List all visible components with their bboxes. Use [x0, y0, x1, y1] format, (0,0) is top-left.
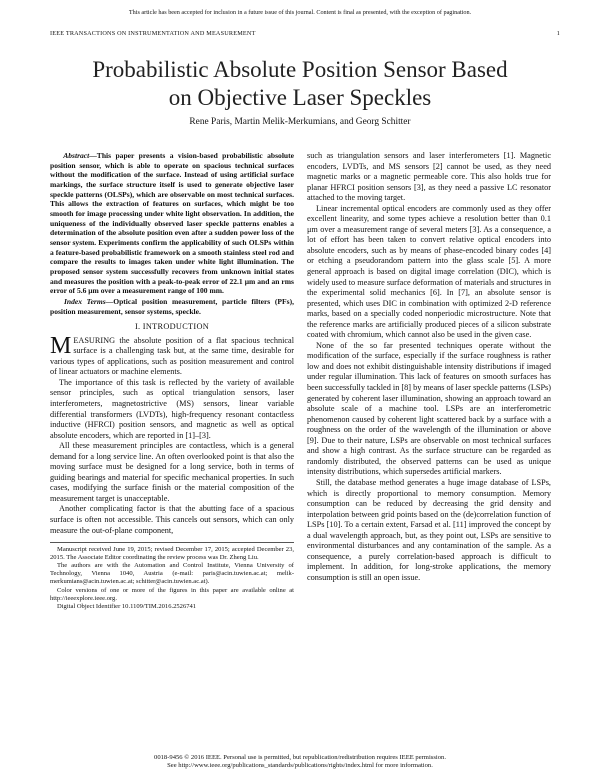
page-number: 1	[556, 30, 560, 37]
abstract-label: Abstract	[63, 151, 90, 160]
footnote-manuscript: Manuscript received June 19, 2015; revised December 17, 2015; accepted December 23, 2015. The Associate Editor coordinating the review process was Dr. Zheng Liu.	[50, 546, 294, 562]
body-paragraph-1: such as triangulation sensors and laser interferometers [1]. Magnetic encoders, LVDTs, and MS sensors [2] cannot be used, as they need magnetic marks or a magnetic permeable core. This also holds true for planar HFRCI position sensors [3], as they need a passive LC resonator attached to the moving target.	[307, 151, 551, 203]
running-head	[50, 30, 560, 37]
body-paragraph-3: None of the so far presented techniques operate without the modification of the surface, especially if the surface roughness is rather low and does not exhibit distinguishable intensity distributions if imaged under regular illumination. This lack of features on smooth surfaces has been successfully tackled in [8] by means of laser speckle patterns (LSPs) generated by coherent laser illumination, showing an approach toward an absolute scale of a machine tool. LSPs are an interferometric phenomenon caused by coherent light scattered back by a surface with a roughness on the order of the wavelength of the illumination or above [9]. Due to their nature, LSPs are observable on most technical surfaces and show a high contrast. As the surface structure can be regarded as randomly distributed, the observed patterns can be used as unique intensity distributions, which supersedes artificial markers.	[307, 340, 551, 477]
footnote-affiliation: The authors are with the Automation and Control Institute, Vienna University of Technology, Vienna 1040, Austria (e-mail: paris@acin.tuwien.ac.at; melik-merkumians@acin.tuwien.ac.at; schitter@acin.tuwien.ac.at).	[50, 562, 294, 586]
acceptance-notice: This article has been accepted for inclusion in a future issue of this journal. Content is final as presented, with the exception of pagination.	[128, 9, 472, 16]
copyright-notice	[0, 754, 600, 770]
index-terms-label: Index Terms	[63, 296, 106, 306]
body-paragraph-2: Linear incremental optical encoders are commonly used as they offer excellent linearity, and some types achieve a resolution better than 0.1 μm over a measurement range of several meters [3]. As a consequence, a lot of effort has been taken to convert relative optical encoders into absolute encoders, such as by means of phase-encoded binary codes [4] or etching a pseudorandom pattern into the glass scale [5]. A more general approach is based on digital image correlation (DIC), which is widely used to measure surface deformation of materials and structures in the experimental solid mechanics [6]. In [7], an absolute sensor is presented, which uses DIC in combination with optimized 2-D reference marks, based on a specially coded nonperiodic microstructure. Note that the reference marks are artificially produced pieces of a silicon substrate coated with chromium, which cannot also be used in the given case.	[307, 203, 551, 340]
footnotes	[50, 542, 294, 611]
intro-paragraph-1-text: EASURING the absolute position of a flat spacious technical surface is a challenging task but, at the same time, desirable for various types of applications, such as position measurement and control of linear actuators or machine elements.	[50, 335, 294, 377]
intro-paragraph-3: All these measurement principles are contactless, which is a general demand for a long service line. An often overlooked point is that also the moving surface must be designed for a long service, both in terms of guiding bearings and material for specific mechanical properties. In such cases, modifying the surface finish or the material composition of the measurement target is unacceptable.	[50, 441, 294, 503]
section-heading: I. INTRODUCTION	[134, 322, 210, 332]
footnote-doi: Digital Object Identifier 10.1109/TIM.2016.2526741	[57, 602, 197, 610]
left-column	[50, 151, 294, 611]
index-terms-text: Optical position measurement, particle filters (PFs), position measurement, sensor systems, speckle.	[50, 296, 294, 316]
title-line-1: Probabilistic Absolute Position Sensor Based	[92, 57, 508, 82]
intro-paragraph-2: The importance of this task is reflected by the variety of available sensor principles, such as optical triangulation sensors, laser interferometers, magnetostrictive (MS) sensors, linear variable differential transformers (LVDTs), high-frequency resonant contactless inductive (HFRCI) position sensors, and magnetic as well as optical absolute encoders, which are reported in [1]–[3].	[50, 377, 294, 440]
drop-cap: M	[50, 332, 72, 359]
copyright-line-2: See http://www.ieee.org/publications_standards/publications/rights/index.html for more information.	[167, 762, 433, 769]
abstract-text: This paper presents a vision-based probabilistic absolute position sensor, which is able to operate on spacious technical surfaces without the modification of the surface. Instead of using artificial surface markings, the surface structure itself is used to generate objective laser speckle patterns (OLSPs), which are observable on most technical surfaces. This allows the extraction of features on surfaces, which might be too smooth for image processing under white light observation. In addition, the uniqueness of the individually observed laser speckle patterns enables a determination of the absolute position even after a sudden power loss of the sensor system. Experiments confirm the applicability of such OLSPs within a feature-based probabilistic framework on a smooth stainless steel rod and compare the results to images taken under white light illumination. The proposed sensor system successfully recovers from unknown initial states and measures the position with a peak-to-peak error of 22.1 μm and an rms error of 5.6 μm over a measurement range of 100 mm.	[50, 151, 294, 296]
intro-paragraph-4: Another complicating factor is that the abutting face of a spacious surface is often not accessible. This cancels out sensors, which can only measure the out-of-plane component,	[50, 504, 294, 535]
title-line-2: on Objective Laser Speckles	[168, 85, 432, 110]
body-paragraph-4: Still, the database method generates a huge image database of LSPs, which is directly proportional to memory consumption. Memory consumption can be reduced by decreasing the grid density and interpolation between grid points based on the (de)correlation function of LSPs [10]. To a certain extent, Farsad et al. [11] improved the concept by a dual wavelength approach, but, as they point out, LSPs are sensitive to environmental disturbances and any contamination of the sample. As a consequence, a purely correlation-based approach is difficult to implement. In addition, for long-stroke applications, the memory consumption is still an open issue.	[307, 477, 551, 582]
author-list: Rene Paris, Martin Melik-Merkumians, and Georg Schitter	[189, 117, 411, 127]
copyright-line-1: 0018-9456 © 2016 IEEE. Personal use is permitted, but republication/redistribution requires IEEE permission.	[154, 754, 446, 761]
abstract: Abstract—This paper presents a vision-based probabilistic absolute position sensor, which is able to operate on spacious technical surfaces without the modification of the surface. Instead of using artificial surface markings, the surface structure itself is used to generate objective laser speckle patterns (OLSPs), which are observable on most technical surfaces. This allows the extraction of features on surfaces, which might be too smooth for image processing under white light observation. In addition, the uniqueness of the individually observed laser speckle patterns enables a determination of the absolute position even after a sudden power loss of the sensor system. Experiments confirm the applicability of such OLSPs within a feature-based probabilistic framework on a smooth stainless steel rod and compare the results to images taken under white light illumination. The proposed sensor system successfully recovers from unknown initial states and measures the position with a peak-to-peak error of 22.1 μm and an rms error of 5.6 μm over a measurement range of 100 mm.	[50, 151, 294, 296]
intro-paragraph-1	[50, 332, 294, 378]
paper-title	[40, 56, 560, 112]
journal-name: IEEE TRANSACTIONS ON INSTRUMENTATION AND MEASUREMENT	[50, 30, 256, 37]
footnote-color: Color versions of one or more of the figures in this paper are available online at http://ieeexplore.ieee.org.	[50, 586, 294, 602]
index-terms: Index Terms—Optical position measurement, particle filters (PFs), position measurement, sensor systems, speckle.	[50, 296, 294, 316]
right-column	[307, 151, 551, 583]
